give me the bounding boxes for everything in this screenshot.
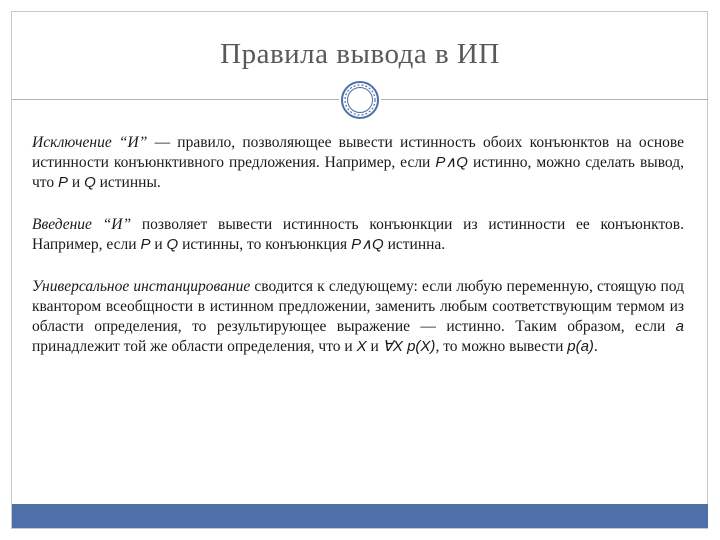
text: истинна. [383,236,446,253]
text: истинны. [95,174,161,191]
footer-bar [12,504,708,528]
text: принадлежит той же области определения, что и [32,338,357,355]
formula: P [140,236,151,253]
text: — правило, позволяющее вывести истинность обоих конъюнктов на основе истинности конъюнктивного предложения. Например, если [32,134,684,171]
text: истинно, можно сделать вывод, что [32,154,684,191]
formula: P [58,174,69,191]
slide-title: Правила вывода в ИП [220,38,500,70]
title-divider-right [381,99,708,100]
circle-ornament-icon [338,78,382,122]
term-universal-instantiation: Универсальное инстанцирование [32,278,251,295]
formula: p(a) [567,338,594,355]
paragraph-and-elimination [32,133,684,193]
paragraph-and-introduction [32,215,684,255]
text: позволяет вывести истинность конъюнкции из истинности ее конъюнктов. Например, если [32,216,684,253]
text: , то можно вывести [435,338,568,355]
formula: X [356,338,367,355]
term-and-elimination: Исключение “И” [32,134,148,151]
text: истинны, то конъюнкция [178,236,352,253]
formula: a [675,318,684,335]
slide-body [32,133,684,379]
term-and-introduction: Введение “И” [32,216,132,233]
paragraph-universal-instantiation [32,277,684,357]
formula: P∧Q [351,236,384,253]
text: сводится к следующему: если любую переменную, стоящую под квантором всеобщности в истинном предложении, заменить любым соответствующим термом из области определения, то результирующее выражение — истинно. Таким образом, если [32,278,684,335]
text: и [68,174,85,191]
text: и [366,338,383,355]
formula: Q [84,174,96,191]
formula: Q [166,236,179,253]
title-divider-left [12,99,339,100]
formula: P∧Q [435,154,468,171]
text: и [150,236,167,253]
formula: ∀X p(X) [382,338,436,355]
text: . [593,338,598,355]
